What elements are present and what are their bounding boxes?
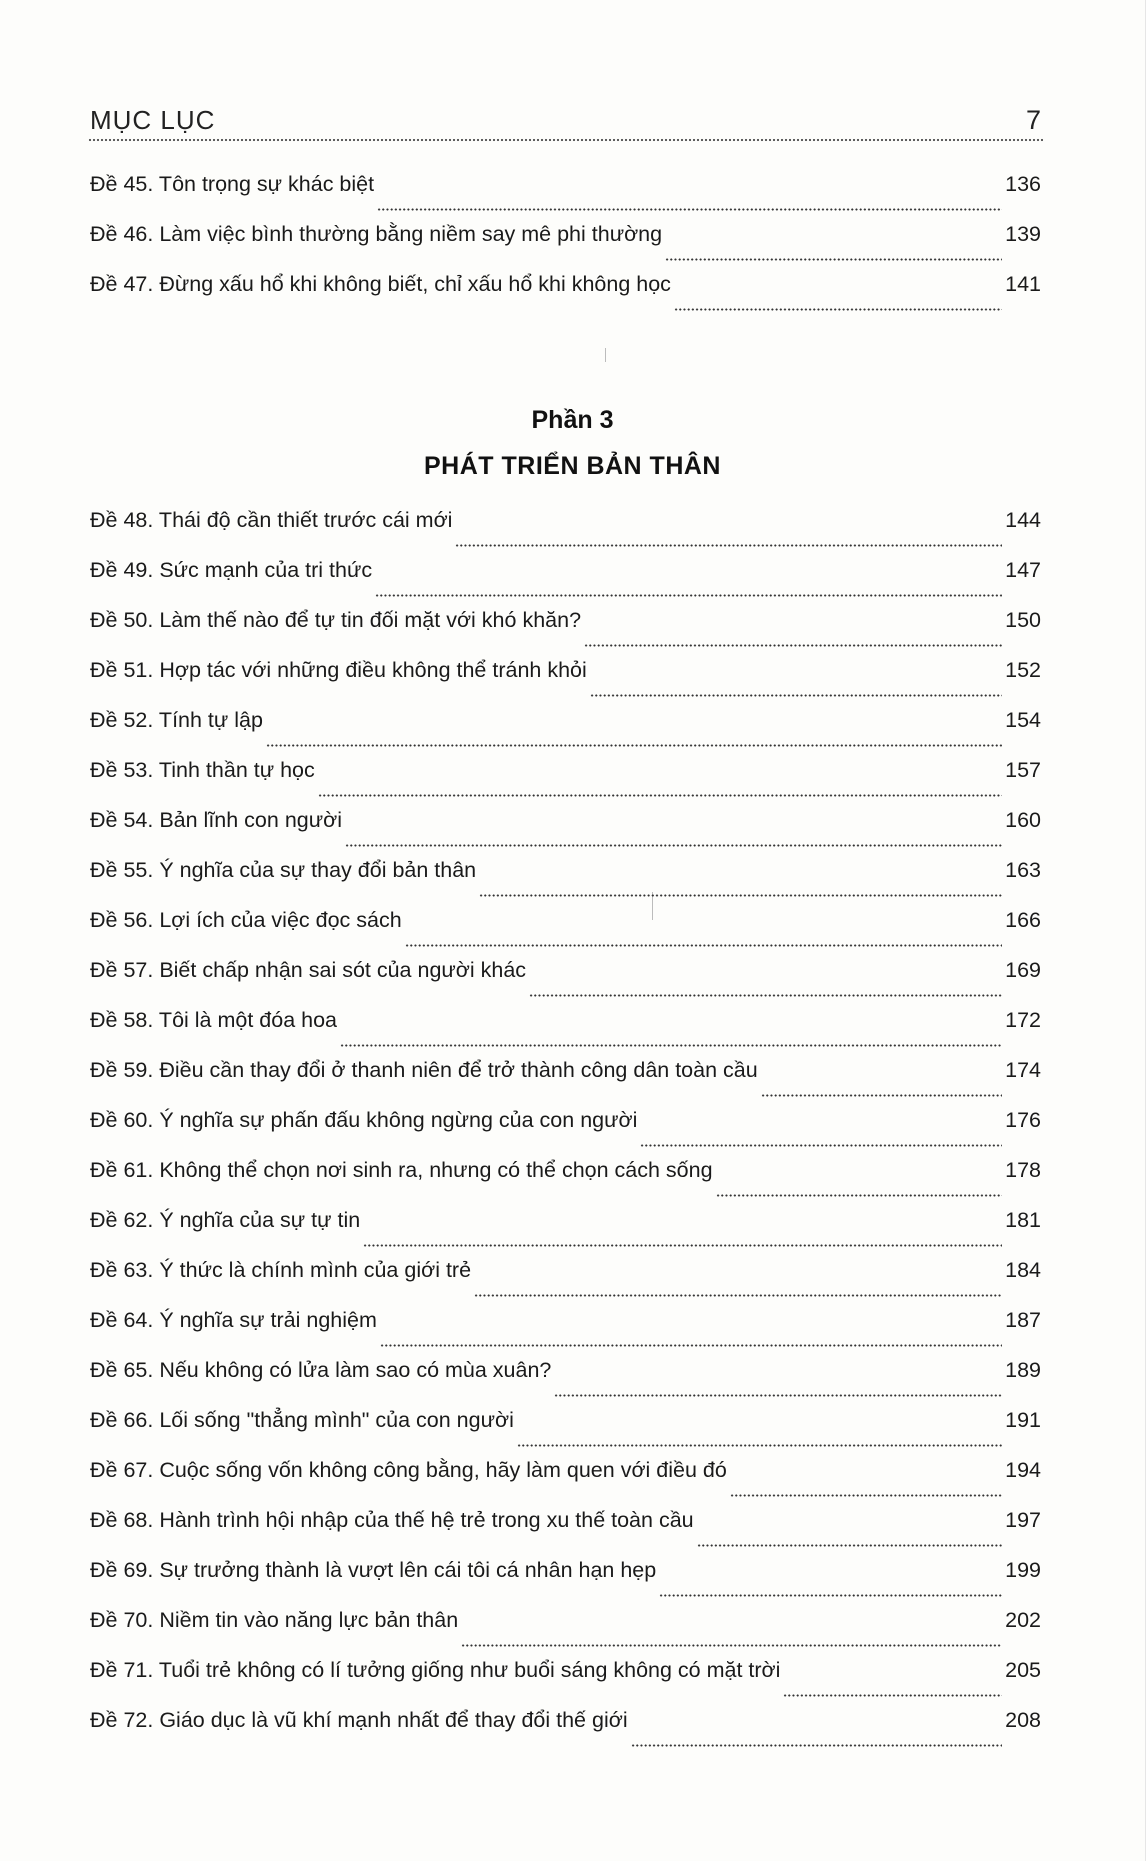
dot-leader (584, 644, 1002, 647)
toc-entry-title: Đề 69. Sự trưởng thành là vượt lên cái tôi cá nhân hạn hẹp (90, 1558, 657, 1582)
toc-entry-title: Đề 45. Tôn trọng sự khác biệt (90, 172, 375, 196)
toc-entry-title: Đề 67. Cuộc sống vốn không công bằng, hãy làm quen với điều đó (90, 1458, 727, 1482)
toc-entry-page: 139 (1005, 222, 1041, 246)
toc-entry-title: Đề 66. Lối sống "thẳng mình" của con người (90, 1408, 514, 1432)
toc-entry-title: Đề 50. Làm thế nào để tự tin đối mặt với khó khăn? (90, 608, 582, 632)
toc-entry (90, 1458, 1041, 1508)
toc-entry-page: 184 (1005, 1258, 1041, 1282)
toc-entry-page: 208 (1005, 1708, 1041, 1732)
toc-entry (90, 1108, 1041, 1158)
toc-entry-title: Đề 54. Bản lĩnh con người (90, 808, 343, 832)
toc-list-before (90, 172, 1041, 322)
toc-entry-title: Đề 71. Tuổi trẻ không có lí tưởng giống như buổi sáng không có mặt trời (90, 1658, 781, 1682)
toc-entry (90, 1408, 1041, 1458)
dot-leader (363, 1244, 1002, 1247)
dot-leader (479, 894, 1002, 897)
toc-entry-page: 189 (1005, 1358, 1041, 1382)
toc-entry-title: Đề 48. Thái độ cần thiết trước cái mới (90, 508, 453, 532)
toc-entry (90, 222, 1041, 272)
toc-entry-page: 160 (1005, 808, 1041, 832)
toc-entry (90, 1258, 1041, 1308)
toc-entry (90, 858, 1041, 908)
toc-entry-page: 202 (1005, 1608, 1041, 1632)
toc-entry (90, 1358, 1041, 1408)
dot-leader (716, 1194, 1003, 1197)
toc-entry (90, 1708, 1041, 1758)
toc-entry-title: Đề 52. Tính tự lập (90, 708, 263, 732)
toc-entry-title: Đề 65. Nếu không có lửa làm sao có mùa xuân? (90, 1358, 552, 1382)
dot-leader (631, 1744, 1003, 1747)
toc-entry (90, 958, 1041, 1008)
toc-entry-page: 199 (1005, 1558, 1041, 1582)
toc-list-after (90, 508, 1041, 1758)
toc-entry-page: 144 (1005, 508, 1041, 532)
dot-leader (529, 994, 1002, 997)
dot-leader (730, 1494, 1002, 1497)
toc-entry (90, 758, 1041, 808)
dot-leader (517, 1444, 1002, 1447)
toc-entry (90, 508, 1041, 558)
header-title: MỤC LỤC (90, 105, 216, 135)
toc-entry (90, 272, 1041, 322)
part-title: PHÁT TRIỂN BẢN THÂN (424, 452, 721, 480)
toc-entry (90, 1008, 1041, 1058)
toc-entry-page: 191 (1005, 1408, 1041, 1432)
toc-entry-page: 136 (1005, 172, 1041, 196)
toc-entry-title: Đề 61. Không thể chọn nơi sinh ra, nhưng có thể chọn cách sống (90, 1158, 713, 1182)
dot-leader (665, 258, 1002, 261)
toc-entry-page: 205 (1005, 1658, 1041, 1682)
dot-leader (659, 1594, 1002, 1597)
toc-entry-title: Đề 53. Tinh thần tự học (90, 758, 315, 782)
toc-entry-title: Đề 57. Biết chấp nhận sai sót của người khác (90, 958, 527, 982)
dot-leader (474, 1294, 1002, 1297)
toc-entry-title: Đề 62. Ý nghĩa của sự tự tin (90, 1208, 361, 1232)
toc-entry-page: 169 (1005, 958, 1041, 982)
toc-entry (90, 608, 1041, 658)
toc-entry-page: 166 (1005, 908, 1041, 932)
toc-entry-title: Đề 59. Điều cần thay đổi ở thanh niên để trở thành công dân toàn cầu (90, 1058, 758, 1082)
dot-leader (783, 1694, 1002, 1697)
toc-entry-title: Đề 68. Hành trình hội nhập của thế hệ trẻ trong xu thế toàn cầu (90, 1508, 694, 1532)
toc-entry-title: Đề 58. Tôi là một đóa hoa (90, 1008, 338, 1032)
toc-entry (90, 1608, 1041, 1658)
toc-entry (90, 172, 1041, 222)
dot-leader (461, 1644, 1002, 1647)
toc-entry (90, 708, 1041, 758)
dot-leader (554, 1394, 1002, 1397)
toc-entry (90, 1558, 1041, 1608)
toc-entry-page: 194 (1005, 1458, 1041, 1482)
toc-entry-page: 174 (1005, 1058, 1041, 1082)
dot-leader (318, 794, 1002, 797)
part-label: Phần 3 (531, 406, 614, 434)
dot-leader (380, 1344, 1002, 1347)
toc-entry-page: 157 (1005, 758, 1041, 782)
toc-entry-page: 172 (1005, 1008, 1041, 1032)
toc-entry-title: Đề 63. Ý thức là chính mình của giới trẻ (90, 1258, 472, 1282)
dot-leader (340, 1044, 1002, 1047)
toc-entry-title: Đề 49. Sức mạnh của tri thức (90, 558, 373, 582)
toc-entry-page: 152 (1005, 658, 1041, 682)
header-dotted-rule (88, 138, 1043, 142)
toc-entry-page: 197 (1005, 1508, 1041, 1532)
dot-leader (375, 594, 1002, 597)
toc-entry-title: Đề 60. Ý nghĩa sự phấn đấu không ngừng của con người (90, 1108, 638, 1132)
toc-entry (90, 808, 1041, 858)
dot-leader (345, 844, 1002, 847)
toc-entry-title: Đề 46. Làm việc bình thường bằng niềm say mê phi thường (90, 222, 663, 246)
toc-entry-page: 178 (1005, 1158, 1041, 1182)
toc-entry-page: 154 (1005, 708, 1041, 732)
toc-entry-page: 163 (1005, 858, 1041, 882)
toc-entry-title: Đề 47. Đừng xấu hổ khi không biết, chỉ xấu hổ khi không học (90, 272, 671, 296)
toc-entry-page: 150 (1005, 608, 1041, 632)
toc-entry-page: 147 (1005, 558, 1041, 582)
toc-entry-page: 141 (1005, 272, 1041, 296)
dot-leader (455, 544, 1002, 547)
toc-entry (90, 1658, 1041, 1708)
toc-entry (90, 908, 1041, 958)
dot-leader (266, 744, 1002, 747)
toc-entry-title: Đề 56. Lợi ích của việc đọc sách (90, 908, 402, 932)
toc-entry-title: Đề 51. Hợp tác với những điều không thể tránh khỏi (90, 658, 587, 682)
toc-entry-page: 176 (1005, 1108, 1041, 1132)
toc-entry (90, 1508, 1041, 1558)
toc-entry (90, 658, 1041, 708)
header-page-number: 7 (1025, 105, 1041, 135)
toc-entry (90, 1208, 1041, 1258)
dot-leader (674, 308, 1002, 311)
dot-leader (590, 694, 1002, 697)
toc-entry-title: Đề 64. Ý nghĩa sự trải nghiệm (90, 1308, 377, 1332)
toc-entry-title: Đề 70. Niềm tin vào năng lực bản thân (90, 1608, 459, 1632)
toc-entry (90, 558, 1041, 608)
toc-entry-title: Đề 55. Ý nghĩa của sự thay đổi bản thân (90, 858, 477, 882)
dot-leader (377, 208, 1002, 211)
toc-entry-page: 187 (1005, 1308, 1041, 1332)
dot-leader (697, 1544, 1003, 1547)
page-header (90, 94, 1041, 136)
toc-entry-page: 181 (1005, 1208, 1041, 1232)
toc-entry (90, 1308, 1041, 1358)
toc-entry (90, 1058, 1041, 1108)
dot-leader (761, 1094, 1002, 1097)
dot-leader (640, 1144, 1002, 1147)
scan-fleck (605, 348, 606, 362)
toc-entry-title: Đề 72. Giáo dục là vũ khí mạnh nhất để thay đổi thế giới (90, 1708, 628, 1732)
toc-entry (90, 1158, 1041, 1208)
dot-leader (405, 944, 1002, 947)
